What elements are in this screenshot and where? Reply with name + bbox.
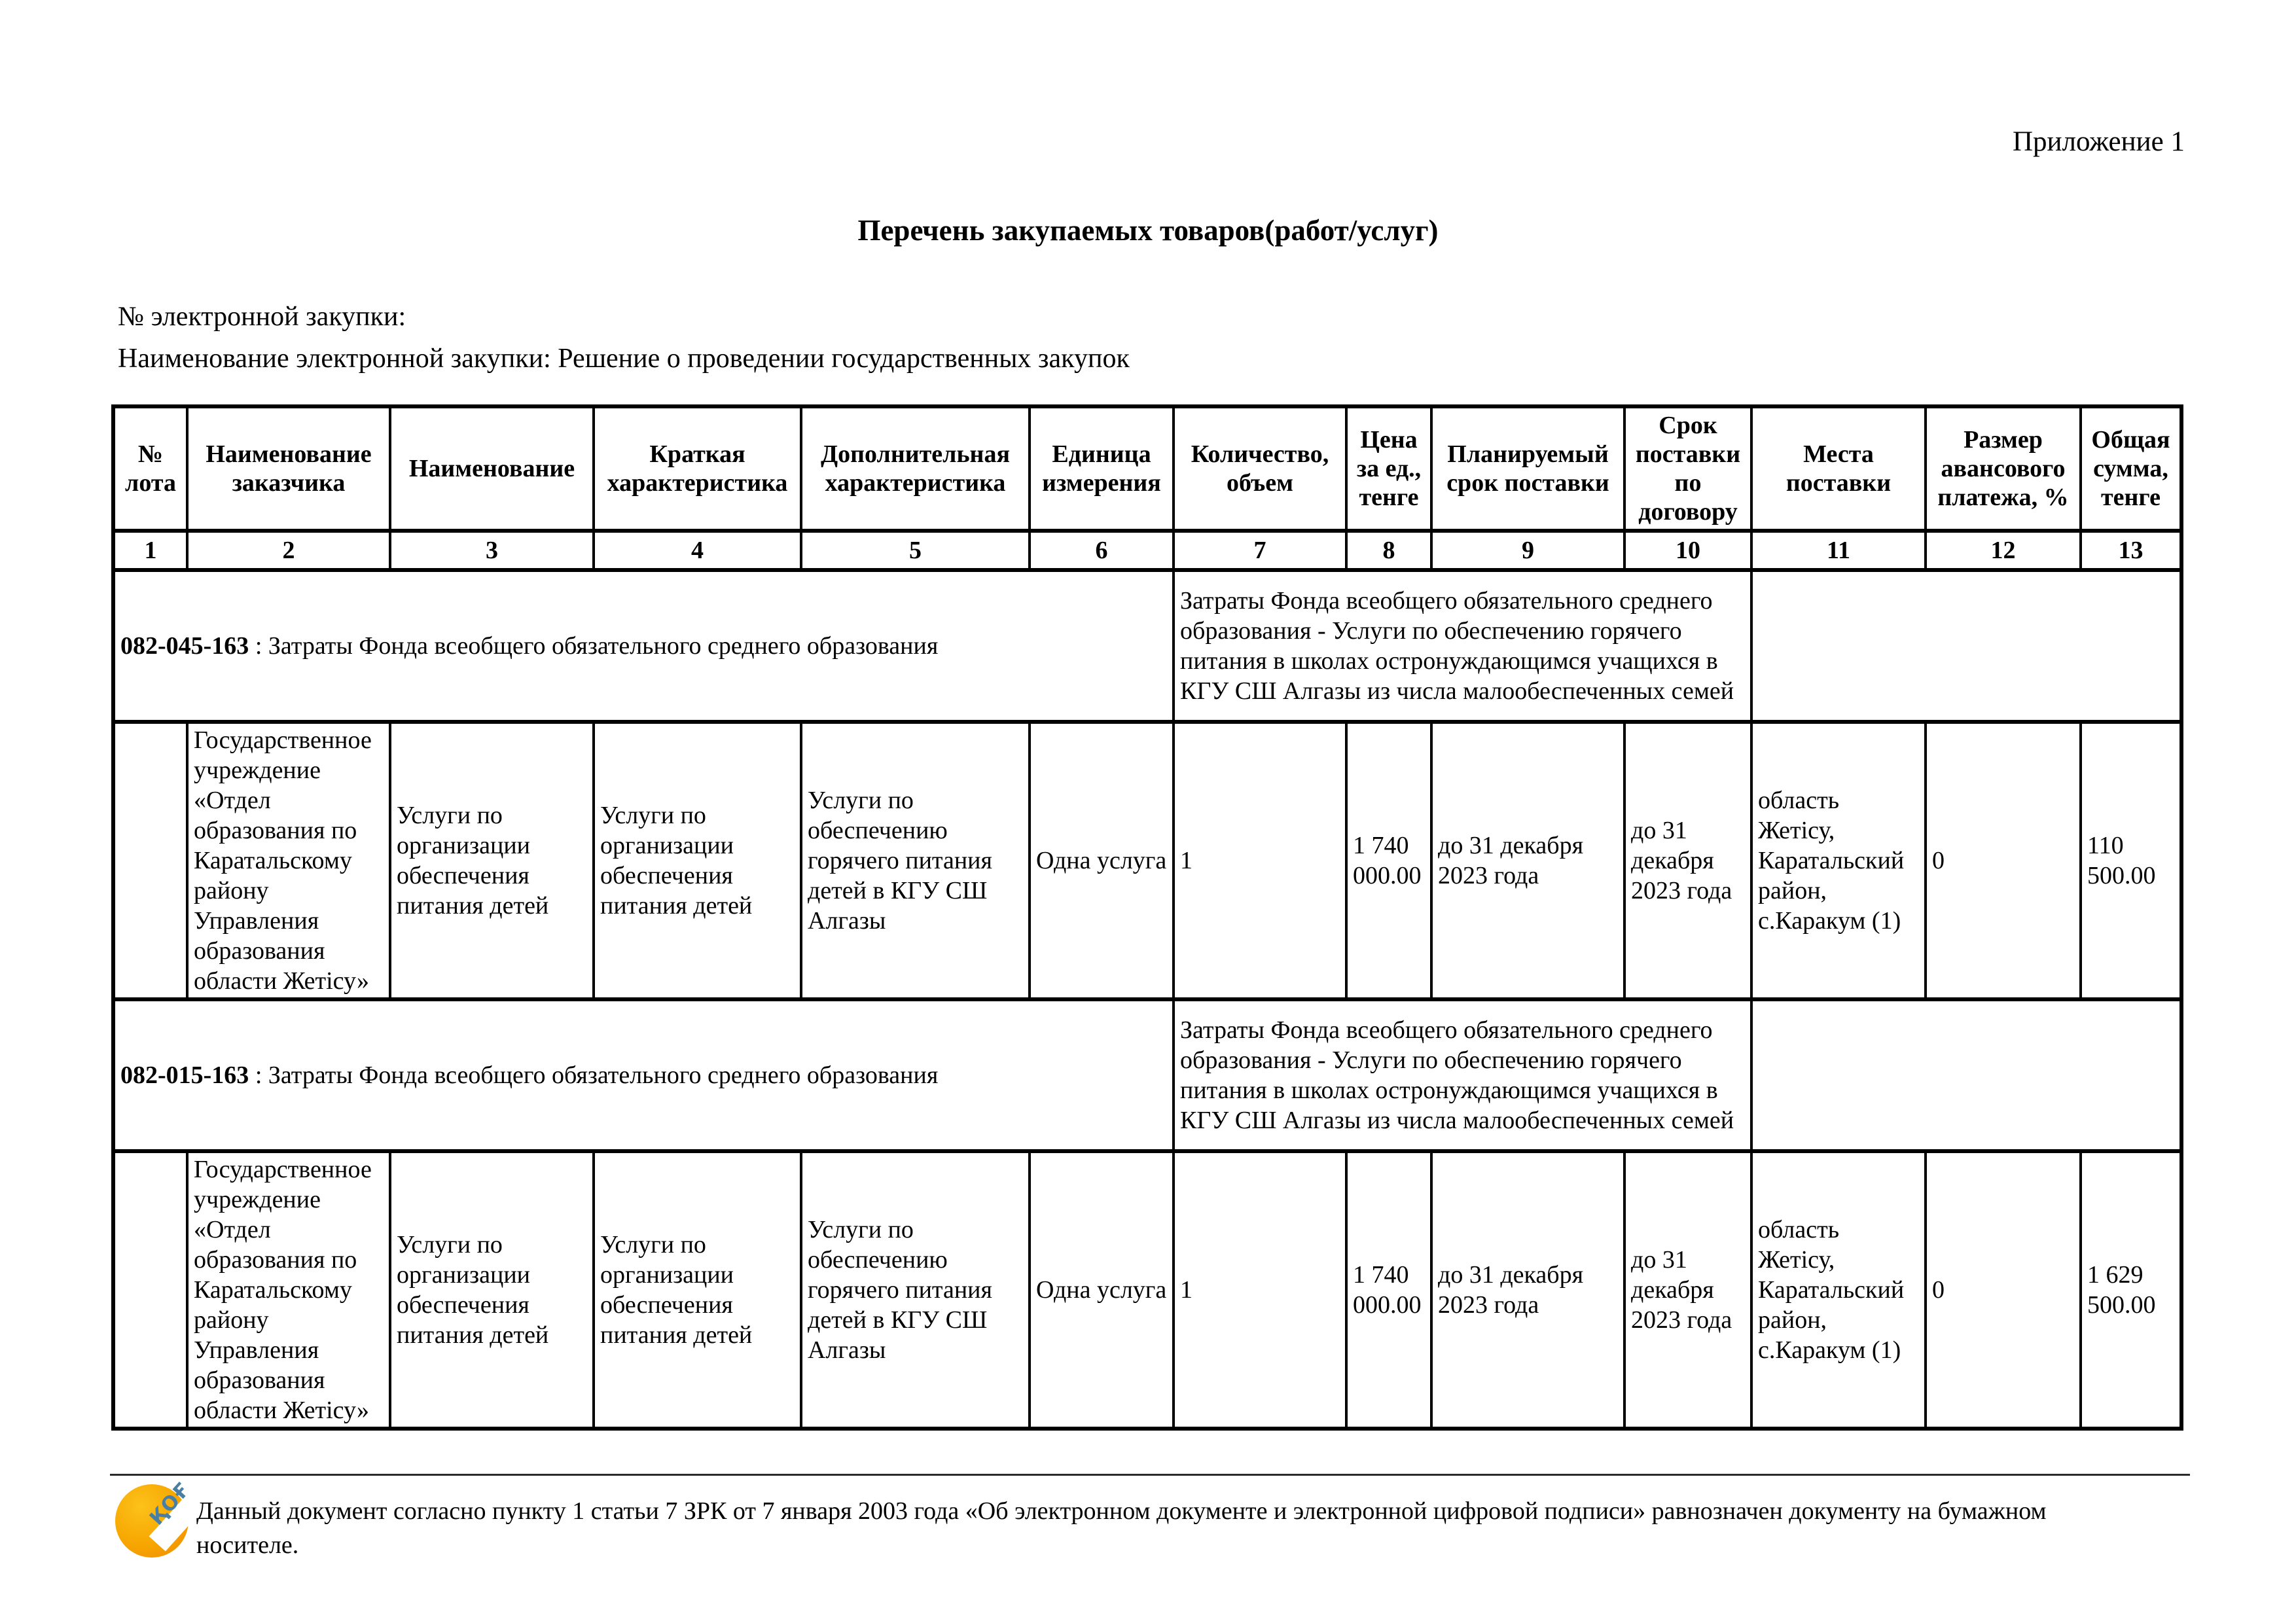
col-header-delivery-place: Места поставки [1751,406,1926,531]
cell-quantity: 1 [1174,1151,1346,1429]
col-header-name: Наименование [390,406,594,531]
col-header-quantity: Количество, объем [1174,406,1346,531]
egov-logo-icon [114,1478,196,1564]
column-number-row [113,531,2181,570]
col-header-contract-delivery: Срок поставки по договору [1624,406,1751,531]
column-number: 12 [1926,531,2081,570]
budget-group-description: Затраты Фонда всеобщего обязательного среднего образования - Услуги по обеспечению горячего питания в школах остронуждающимся учащихся в КГУ СШ Алгазы из числа малообеспеченных семей [1174,570,1751,722]
cell-name: Услуги по организации обеспечения питания детей [390,1151,594,1429]
cell-contract-delivery: до 31 декабря 2023 года [1624,1151,1751,1429]
cell-delivery-place: область Жетісу, Каратальский район, с.Каракум (1) [1751,722,1926,999]
budget-group-row [113,570,2181,722]
col-header-unit: Единица измерения [1030,406,1174,531]
cell-customer: Государственное учреждение «Отдел образования по Каратальскому району Управления образования области Жетісу» [187,1151,390,1429]
budget-group-label [113,570,1174,722]
cell-unit: Одна услуга [1030,722,1174,999]
cell-quantity: 1 [1174,722,1346,999]
cell-advance-payment: 0 [1926,1151,2081,1429]
cell-short-description: Услуги по организации обеспечения питания детей [594,722,801,999]
table-row [113,1151,2181,1429]
col-header-advance-payment: Размер авансового платежа, % [1926,406,2081,531]
cell-contract-delivery: до 31 декабря 2023 года [1624,722,1751,999]
cell-additional-description: Услуги по обеспечению горячего питания детей в КГУ СШ Алгазы [801,1151,1030,1429]
cell-short-description: Услуги по организации обеспечения питания детей [594,1151,801,1429]
legal-notice: Данный документ согласно пункту 1 статьи 7 ЗРК от 7 января 2003 года «Об электронном документе и электронной цифровой подписи» равнозначен документу на бумажном носителе. [196,1497,2047,1559]
cell-advance-payment: 0 [1926,722,2081,999]
column-number: 11 [1751,531,1926,570]
column-number: 9 [1431,531,1624,570]
col-header-short-description: Краткая характеристика [594,406,801,531]
col-header-planned-delivery: Планируемый срок поставки [1431,406,1624,531]
page-title: Перечень закупаемых товаров(работ/услуг) [857,214,1439,247]
budget-group-empty-cell [1751,570,2181,722]
intro-block [118,296,1130,380]
cell-total: 1 629 500.00 [2081,1151,2181,1429]
column-number: 3 [390,531,594,570]
cell-name: Услуги по организации обеспечения питания детей [390,722,594,999]
cell-unit-price: 1 740 000.00 [1346,722,1431,999]
col-header-additional-description: Дополнительная характеристика [801,406,1030,531]
col-header-total: Общая сумма, тенге [2081,406,2181,531]
column-number: 8 [1346,531,1431,570]
budget-group-label [113,999,1174,1151]
cell-delivery-place: область Жетісу, Каратальский район, с.Каракум (1) [1751,1151,1926,1429]
budget-code: 082-045-163 [120,632,249,660]
cell-customer: Государственное учреждение «Отдел образования по Каратальскому району Управления образования области Жетісу» [187,722,390,999]
budget-group-row [113,999,2181,1151]
footer-divider [110,1474,2190,1476]
column-number: 5 [801,531,1030,570]
budget-group-description: Затраты Фонда всеобщего обязательного среднего образования - Услуги по обеспечению горячего питания в школах остронуждающимся учащихся в КГУ СШ Алгазы из числа малообеспеченных семей [1174,999,1751,1151]
budget-group-empty-cell [1751,999,2181,1151]
purchase-name-line: Наименование электронной закупки: Решение о проведении государственных закупок [118,344,1130,374]
procurement-table [111,404,2183,1431]
cell-unit: Одна услуга [1030,1151,1174,1429]
cell-total: 110 500.00 [2081,722,2181,999]
column-number: 4 [594,531,801,570]
col-header-lot-number: № лота [113,406,187,531]
col-header-unit-price: Цена за ед., тенге [1346,406,1431,531]
cell-planned-delivery: до 31 декабря 2023 года [1431,722,1624,999]
budget-code-title: : Затраты Фонда всеобщего обязательного среднего образования [249,632,939,660]
column-number: 2 [187,531,390,570]
cell-unit-price: 1 740 000.00 [1346,1151,1431,1429]
cell-planned-delivery: до 31 декабря 2023 года [1431,1151,1624,1429]
table-header-row [113,406,2181,531]
cell-additional-description: Услуги по обеспечению горячего питания детей в КГУ СШ Алгазы [801,722,1030,999]
column-number: 10 [1624,531,1751,570]
table-row [113,722,2181,999]
egov-logo-letters: ҚОҒ [145,1478,196,1530]
cell-lot-number [113,722,187,999]
purchase-number-line: № электронной закупки: [118,302,406,332]
column-number: 7 [1174,531,1346,570]
column-number: 1 [113,531,187,570]
cell-lot-number [113,1151,187,1429]
column-number: 6 [1030,531,1174,570]
annex-label: Приложение 1 [2012,126,2185,157]
budget-code: 082-015-163 [120,1061,249,1089]
budget-code-title: : Затраты Фонда всеобщего обязательного среднего образования [249,1061,939,1089]
column-number: 13 [2081,531,2181,570]
col-header-customer: Наименование заказчика [187,406,390,531]
